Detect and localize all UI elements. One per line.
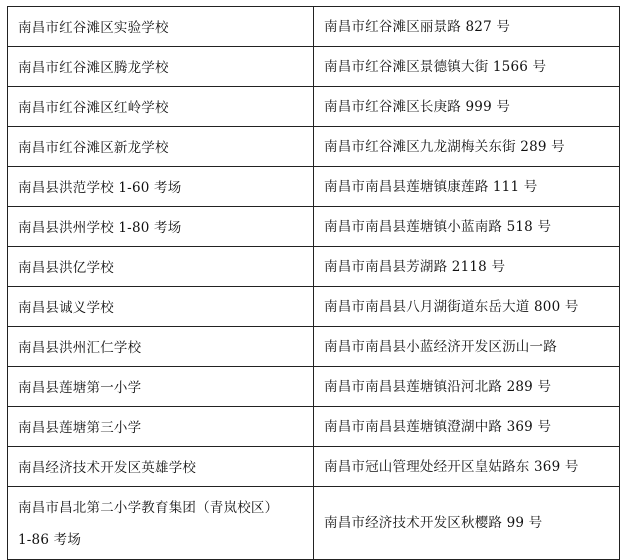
table-row: [8, 7, 620, 47]
address-cell: 南昌市红谷滩区长庚路 999 号: [314, 87, 620, 127]
school-name-cell: 南昌市红谷滩区实验学校: [8, 7, 314, 47]
school-name-cell: 南昌县洪亿学校: [8, 247, 314, 287]
table-row: [8, 247, 620, 287]
table-row: [8, 407, 620, 447]
school-name-cell: 南昌县洪州汇仁学校: [8, 327, 314, 367]
address-cell: 南昌市南昌县八月湖街道东岳大道 800 号: [314, 287, 620, 327]
table-row: [8, 327, 620, 367]
school-name-cell: 南昌县洪范学校 1-60 考场: [8, 167, 314, 207]
school-name-cell: 南昌市红谷滩区新龙学校: [8, 127, 314, 167]
school-name-cell: 南昌县诚义学校: [8, 287, 314, 327]
school-name-cell: 南昌县莲塘第三小学: [8, 407, 314, 447]
address-cell: 南昌市南昌县莲塘镇康莲路 111 号: [314, 167, 620, 207]
address-cell: 南昌市经济技术开发区秋樱路 99 号: [314, 487, 620, 560]
school-name-line-1: 南昌市昌北第二小学教育集团（青岚校区）: [18, 500, 279, 516]
address-cell: 南昌市南昌县小蓝经济开发区沥山一路: [314, 327, 620, 367]
table-row: [8, 127, 620, 167]
address-cell: 南昌市南昌县芳湖路 2118 号: [314, 247, 620, 287]
address-cell: 南昌市红谷滩区景德镇大街 1566 号: [314, 47, 620, 87]
school-name-line-2: 1-86 考场: [18, 532, 82, 548]
table-row: [8, 287, 620, 327]
table-row: [8, 87, 620, 127]
school-name-cell: 南昌县洪州学校 1-80 考场: [8, 207, 314, 247]
table-body: [8, 7, 620, 560]
address-cell: 南昌市冠山管理处经开区皇姑路东 369 号: [314, 447, 620, 487]
school-name-cell: 南昌市红谷滩区红岭学校: [8, 87, 314, 127]
table-row: [8, 447, 620, 487]
table-row: [8, 367, 620, 407]
address-cell: 南昌市红谷滩区九龙湖梅关东街 289 号: [314, 127, 620, 167]
school-name-cell: 南昌县莲塘第一小学: [8, 367, 314, 407]
address-cell: 南昌市红谷滩区丽景路 827 号: [314, 7, 620, 47]
table-row: [8, 167, 620, 207]
school-name-cell: 南昌经济技术开发区英雄学校: [8, 447, 314, 487]
address-cell: 南昌市南昌县莲塘镇小蓝南路 518 号: [314, 207, 620, 247]
school-name-cell: 南昌市红谷滩区腾龙学校: [8, 47, 314, 87]
table-row: [8, 207, 620, 247]
address-cell: 南昌市南昌县莲塘镇澄湖中路 369 号: [314, 407, 620, 447]
address-cell: 南昌市南昌县莲塘镇沿河北路 289 号: [314, 367, 620, 407]
table-row: [8, 47, 620, 87]
school-name-cell: [8, 487, 314, 560]
exam-venue-table: [7, 6, 620, 560]
table-row: [8, 487, 620, 560]
